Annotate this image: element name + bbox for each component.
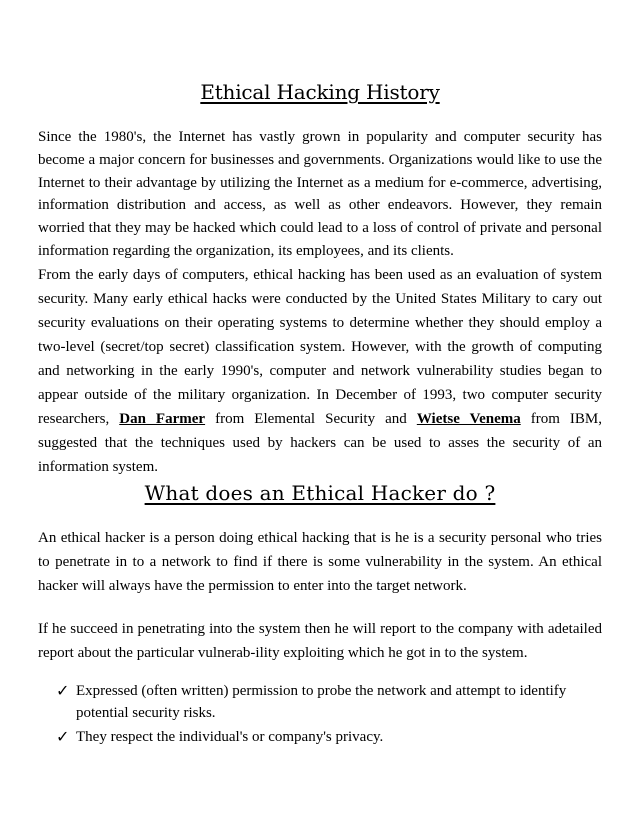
history-paragraph-1: Since the 1980's, the Internet has vastly grown in popularity and computer security has become a major concern for businesses and governments. Organizations would like to use the Internet to their advantage by utilizing the Internet as a medium for e-commerce, advertising, information distribution and access, as well as other endeavors. However, they remain worried that they may be hacked which could lead to a loss of control of private and personal information regarding the organization, its employees, and its clients. (38, 129, 602, 259)
checklist-item-text: Expressed (often written) permission to probe the network and attempt to identify potential security risks. (76, 683, 567, 721)
checklist-item (56, 680, 600, 724)
section-title-history: Ethical Hacking History (200, 80, 440, 104)
history-paragraph-2 (38, 263, 602, 479)
history-paragraph-2-text-a: From the early days of computers, ethical hacking has been used as an evaluation of system security. Many early ethical hacks were conducted by the United States Military to cary out security evaluations on their operating systems to determine whether they should employ a two-level (secret/top secret) classification system. However, with the growth of computing and networking in the early 1990's, computer and network vulnerability studies began to appear outside of the military organization. In December of 1993, two computer security researchers, (38, 267, 602, 427)
person-name-dan-farmer: Dan Farmer (119, 411, 206, 427)
person-name-wietse-venema: Wietse Venema (416, 411, 521, 427)
section-title-ethical-hacker: What does an Ethical Hacker do ? (144, 481, 496, 505)
checklist-item (56, 726, 600, 748)
requirements-checklist (56, 680, 600, 750)
ethical-hacker-paragraph-1: An ethical hacker is a person doing ethical hacking that is he is a security personal who tries to penetrate in to a network to find if there is some vulnerability in the system. An ethical hacker will always have the permission to enter into the target network. (38, 530, 602, 594)
checkmark-icon: ✓ (56, 681, 70, 700)
ethical-hacker-paragraph-2: If he succeed in penetrating into the system then he will report to the company with adetailed report about the particular vulnerab-ility exploiting which he got in to the system. (38, 621, 602, 661)
checkmark-icon: ✓ (56, 727, 70, 746)
history-paragraph-2-text-c: from IBM, suggested that the techniques used by hackers can be used to asses the security of an information system. (38, 411, 603, 475)
checklist-item-text: They respect the individual's or company's privacy. (76, 729, 384, 745)
history-paragraph-2-text-b: from Elemental Security and (205, 411, 417, 427)
